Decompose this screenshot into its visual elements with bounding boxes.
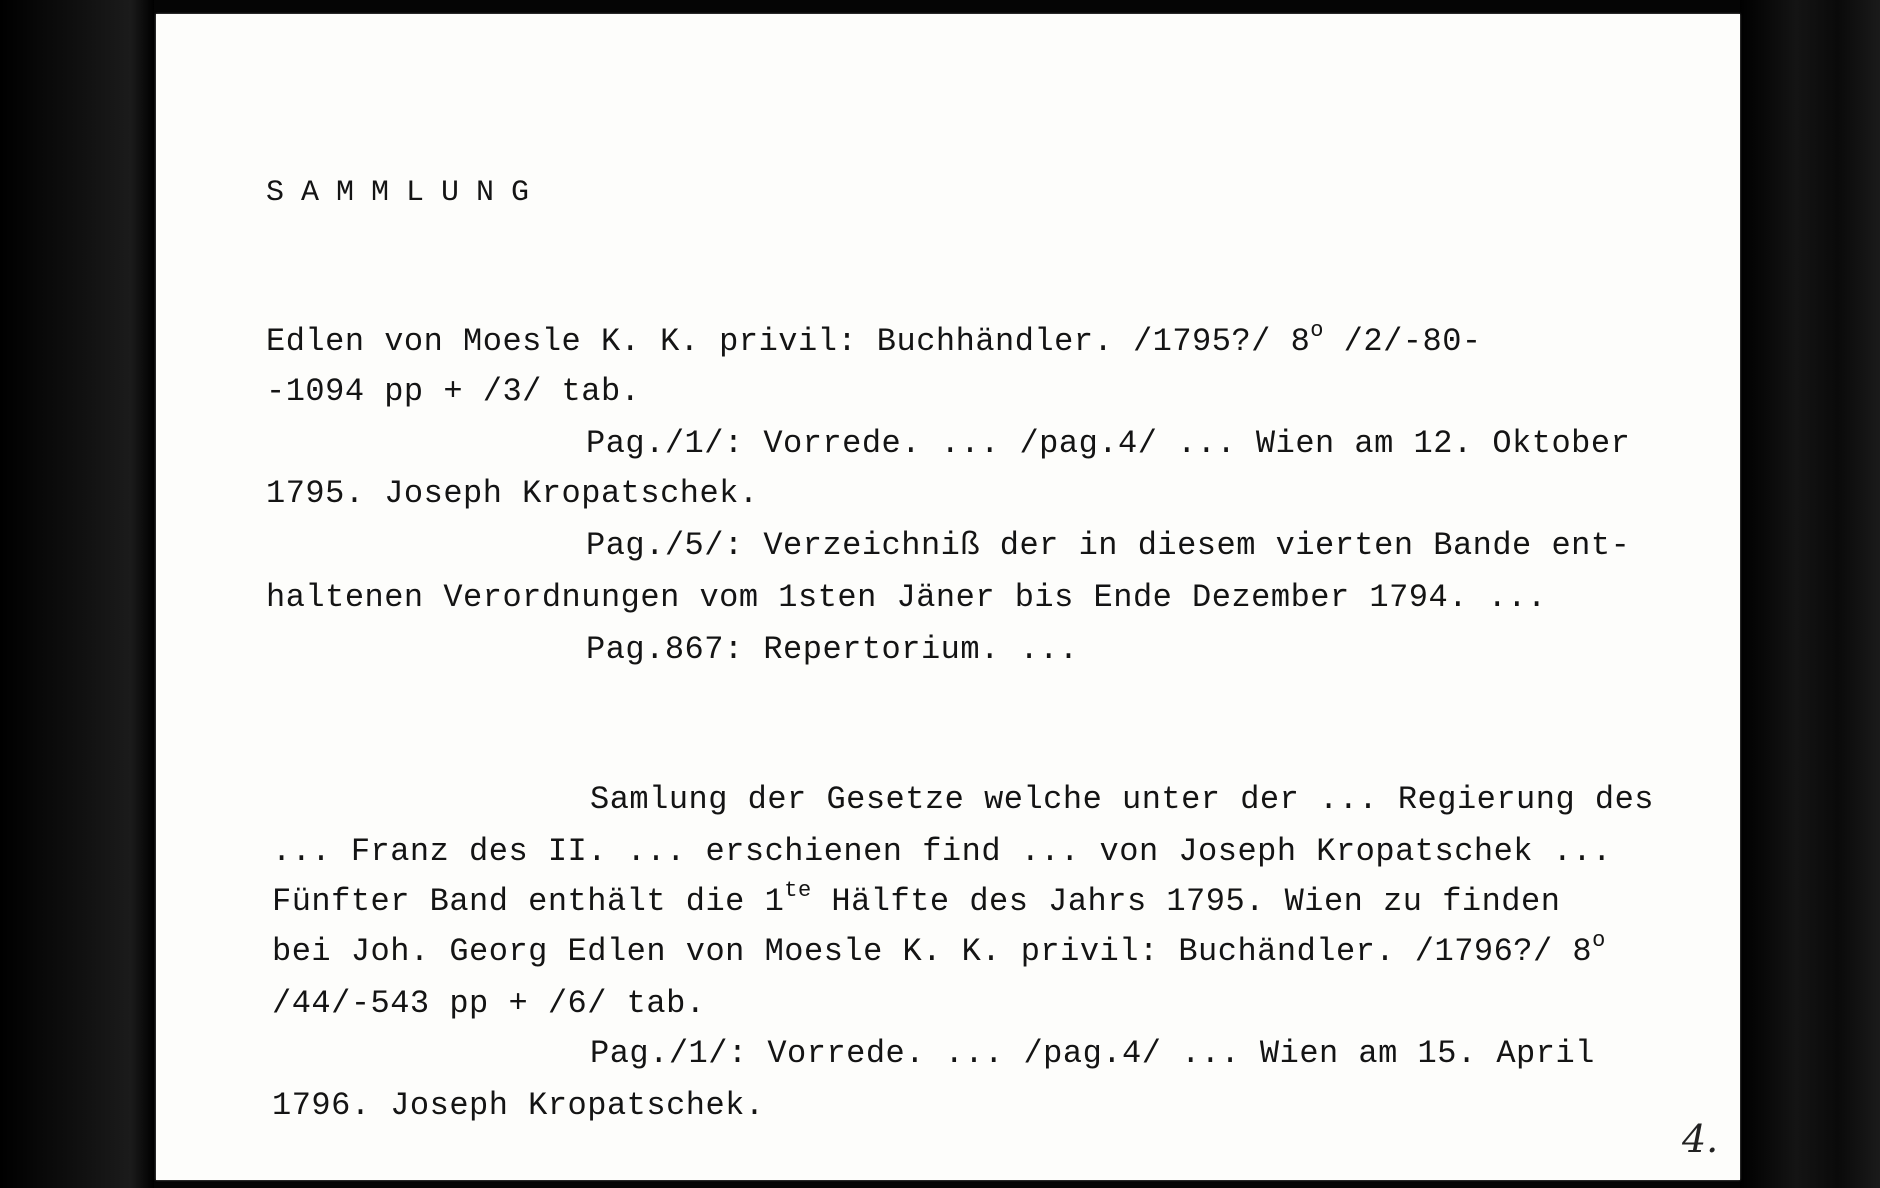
entry1-line2: -1094 pp + /3/ tab.	[266, 373, 641, 410]
entry1-line5: Pag./5/: Verzeichniß der in diesem vierten Bande ent-	[586, 527, 1631, 564]
entry2-line6: Pag./1/: Vorrede. ... /pag.4/ ... Wien am 15. April	[590, 1035, 1595, 1072]
entry2-line3: Fünfter Band enthält die $1^{te}$ Hälfte des Jahrs 1795. Wien zu finden	[272, 878, 1561, 920]
entry2-line1: Samlung der Gesetze welche unter der ... Regierung des	[590, 781, 1654, 818]
entry1-line1: Edlen von Moesle K. K. privil: Buchhändler. /1795?/ 8$^o$ /2/-80-	[266, 318, 1482, 360]
entry1-line3: Pag./1/: Vorrede. ... /pag.4/ ... Wien am 12. Oktober	[586, 425, 1631, 462]
entry2-line4: bei Joh. Georg Edlen von Moesle K. K. privil: Buchändler. /1796?/ 8$^o$	[272, 928, 1606, 970]
entry1-line7: Pag.867: Repertorium. ...	[586, 631, 1079, 668]
index-card	[156, 14, 1740, 1180]
entry2-line5: /44/-543 pp + /6/ tab.	[272, 985, 706, 1022]
entry1-line6: haltenen Verordnungen vom 1sten Jäner bis Ende Dezember 1794. ...	[266, 579, 1547, 616]
card-heading: SAMMLUNG	[266, 176, 547, 210]
scan-border-right	[1740, 0, 1880, 1188]
entry2-line7: 1796. Joseph Kropatschek.	[272, 1087, 765, 1124]
handwritten-page-number: 4.	[1682, 1117, 1719, 1161]
scan-border-left	[0, 0, 154, 1188]
entry2-line2: ... Franz des II. ... erschienen find ... von Joseph Kropatschek ...	[272, 833, 1612, 870]
entry1-line4: 1795. Joseph Kropatschek.	[266, 475, 759, 512]
